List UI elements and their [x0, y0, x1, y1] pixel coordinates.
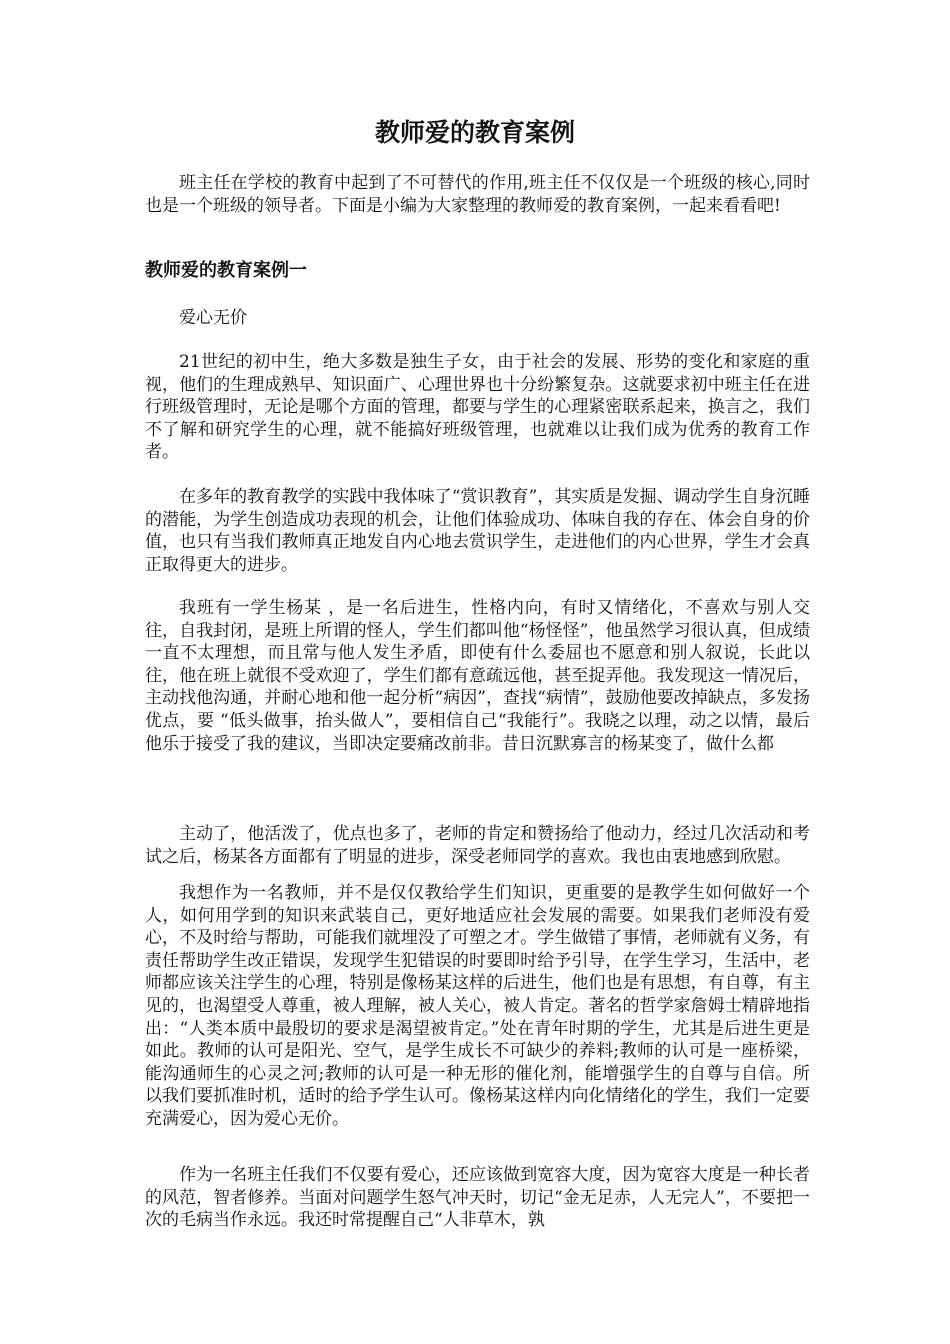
body-paragraph: 我想作为一名教师，并不是仅仅教给学生们知识，更重要的是教学生如何做好一个人，如何用学到的知识来武装自己，更好地适应社会发展的需要。如果我们老师没有爱心，不及时给与帮助，可能我们就埋没了可塑之才。学生做错了事情，老师就有义务，有责任帮助学生改正错误，发现学生犯错误的时要即时给予引导，在学生学习，生活中，老师都应该关注学生的心理，特别是像杨某这样的后进生，他们也是有思想，有自尊，有主见的，也渴望受人尊重，被人理解，被人关心，被人肯定。著名的哲学家詹姆士精辟地指出：“人类本质中最殷切的要求是渴望被肯定。”处在青年时期的学生，尤其是后进生更是如此。教师的认可是阳光、空气，是学生成长不可缺少的养料;教师的认可是一座桥梁，能沟通师生的心灵之河;教师的认可是一种无形的催化剂，能增强学生的自尊与自信。所以我们要抓准时机，适时的给予学生认可。像杨某这样内向化情绪化的学生，我们一定要充满爱心，因为爱心无价。	[145, 883, 810, 1129]
case-subtitle: 爱心无价	[179, 308, 247, 328]
section-heading: 教师爱的教育案例一	[145, 260, 307, 281]
body-paragraph: 主动了，他活泼了，优点也多了，老师的肯定和赞扬给了他动力，经过几次活动和考试之后，杨某各方面都有了明显的进步，深受老师同学的喜欢。我也由衷地感到欣慰。	[145, 824, 810, 867]
body-paragraph: 21世纪的初中生，绝大多数是独生子女，由于社会的发展、形势的变化和家庭的重视，他们的生理成熟早、知识面广、心理世界也十分纷繁复杂。这就要求初中班主任在进行班级管理时，无论是哪个方面的管理，都要与学生的心理紧密联系起来，换言之，我们不了解和研究学生的心理，就不能搞好班级管理，也就难以让我们成为优秀的教育工作者。	[145, 352, 810, 463]
body-paragraph: 作为一名班主任我们不仅要有爱心，还应该做到宽容大度，因为宽容大度是一种长者的风范，智者修养。当面对问题学生怒气冲天时，切记“金无足赤，人无完人”，不要把一次的毛病当作永远。我还时常提醒自己“人非草木，孰	[145, 1165, 810, 1231]
document-title: 教师爱的教育案例	[374, 118, 575, 147]
intro-paragraph: 班主任在学校的教育中起到了不可替代的作用,班主任不仅仅是一个班级的核心,同时也是一个班级的领导者。下面是小编为大家整理的教师爱的教育案例，一起来看看吧!	[145, 173, 810, 216]
body-paragraph: 我班有一学生杨某 ，是一名后进生，性格内向，有时又情绪化，不喜欢与别人交往，自我封闭，是班上所谓的怪人，学生们都叫他“杨怪怪”，他虽然学习很认真，但成绩一直不太理想，而且常与他人发生矛盾，即使有什么委屈也不愿意和别人叙说，长此以往，他在班上就很不受欢迎了，学生们都有意疏远他，甚至捉弄他。我发现这一情况后，主动找他沟通，并耐心地和他一起分析“病因”，查找“病情”，鼓励他要改掉缺点，多发扬优点，要 “低头做事，抬头做人”，要相信自己“我能行”。我晓之以理，动之以情，最后他乐于接受了我的建议，当即决定要痛改前非。昔日沉默寡言的杨某变了，做什么都	[145, 598, 810, 754]
body-paragraph: 在多年的教育教学的实践中我体味了“赏识教育”，其实质是发掘、调动学生自身沉睡的潜能，为学生创造成功表现的机会，让他们体验成功、体味自我的存在、体会自身的价值，也只有当我们教师真正地发自内心地去赏识学生，走进他们的内心世界，学生才会真正取得更大的进步。	[145, 487, 810, 575]
